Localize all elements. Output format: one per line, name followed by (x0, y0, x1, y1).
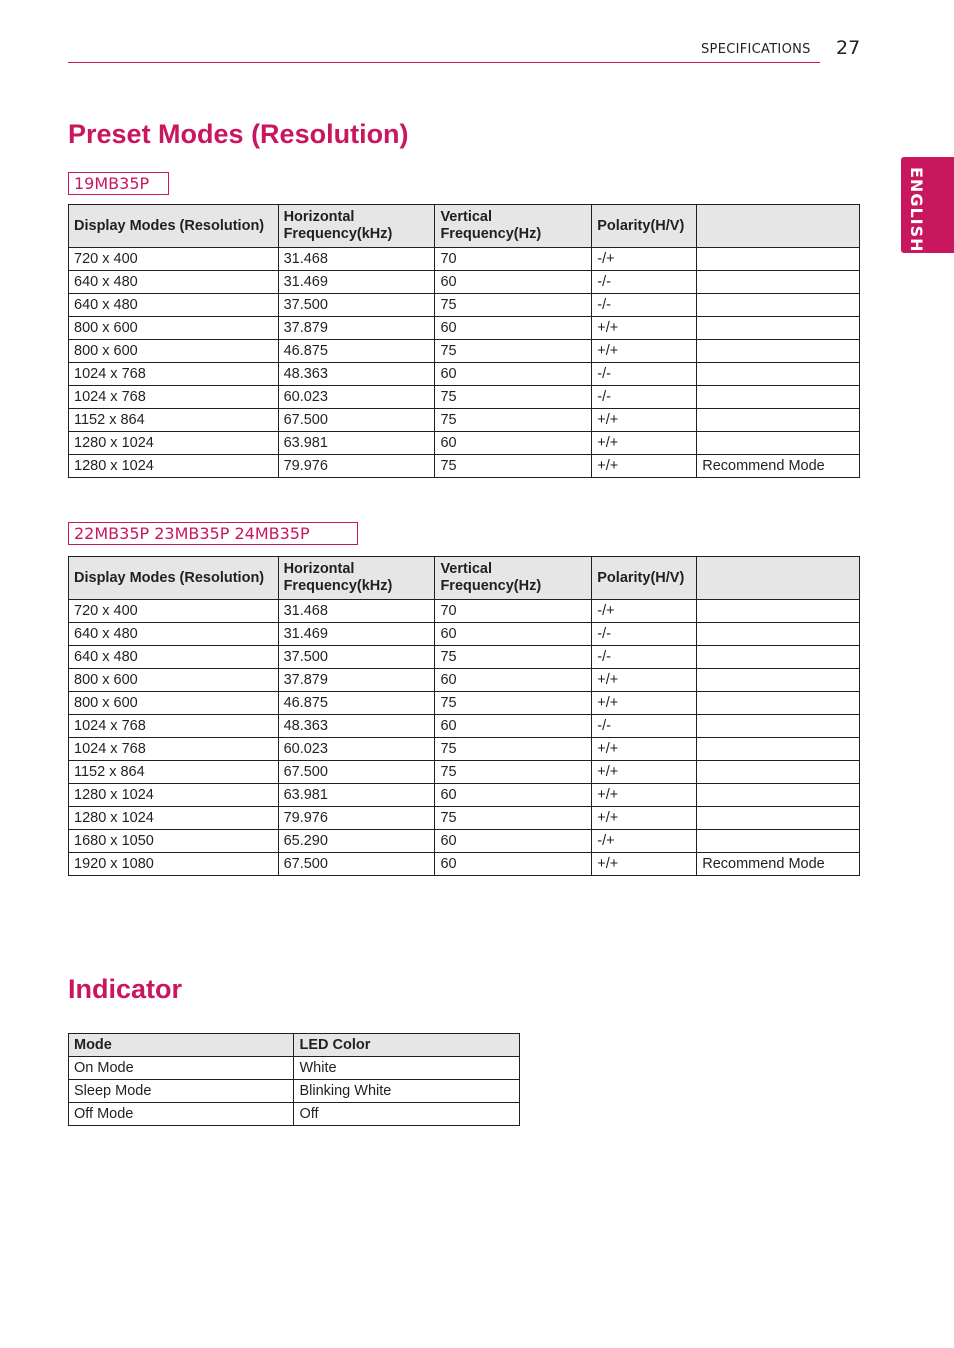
column-header: Vertical Frequency(Hz) (435, 205, 592, 248)
table-cell: 1280 x 1024 (69, 432, 279, 455)
table-cell (697, 761, 860, 784)
table-cell: 75 (435, 340, 592, 363)
table-row (69, 340, 860, 363)
table-header-row (69, 205, 860, 248)
table-cell: 800 x 600 (69, 669, 279, 692)
table-cell: 60 (435, 432, 592, 455)
table-cell (697, 600, 860, 623)
column-header: Horizontal Frequency(kHz) (278, 557, 435, 600)
column-header: Polarity(H/V) (592, 557, 697, 600)
table-cell: White (294, 1057, 520, 1080)
table-cell: 67.500 (278, 761, 435, 784)
table-cell: 60.023 (278, 386, 435, 409)
table-cell: 800 x 600 (69, 317, 279, 340)
table-cell (697, 807, 860, 830)
table-cell: +/+ (592, 340, 697, 363)
table-cell: 70 (435, 600, 592, 623)
table-row (69, 248, 860, 271)
table-cell: -/- (592, 363, 697, 386)
table-cell: 1280 x 1024 (69, 784, 279, 807)
table-cell: 37.500 (278, 294, 435, 317)
table-cell: 60 (435, 669, 592, 692)
table-cell: +/+ (592, 669, 697, 692)
table-row (69, 363, 860, 386)
table-cell: 75 (435, 646, 592, 669)
table-cell: 1280 x 1024 (69, 455, 279, 478)
preset-table-2 (68, 556, 860, 876)
table-cell (697, 646, 860, 669)
table-cell: +/+ (592, 738, 697, 761)
header-divider (68, 62, 820, 63)
table-cell (697, 623, 860, 646)
table-cell (697, 692, 860, 715)
table-row (69, 600, 860, 623)
table-cell: 60 (435, 830, 592, 853)
column-header (697, 557, 860, 600)
table-cell (697, 340, 860, 363)
table-cell: +/+ (592, 807, 697, 830)
column-header: Vertical Frequency(Hz) (435, 557, 592, 600)
table-cell: 640 x 480 (69, 646, 279, 669)
preset-table-1 (68, 204, 860, 478)
table-row (69, 830, 860, 853)
column-header: Display Modes (Resolution) (69, 557, 279, 600)
table-cell: +/+ (592, 692, 697, 715)
table-cell: 75 (435, 761, 592, 784)
table-row (69, 317, 860, 340)
table-cell: 60 (435, 784, 592, 807)
table-row (69, 271, 860, 294)
table-cell (697, 294, 860, 317)
table-cell: 48.363 (278, 715, 435, 738)
table-cell (697, 317, 860, 340)
column-header: Mode (69, 1034, 294, 1057)
table-cell: -/- (592, 386, 697, 409)
table-cell: 75 (435, 807, 592, 830)
table-cell: 37.500 (278, 646, 435, 669)
table-cell: 1024 x 768 (69, 386, 279, 409)
table-cell: 37.879 (278, 317, 435, 340)
table-row (69, 455, 860, 478)
table-cell: 1920 x 1080 (69, 853, 279, 876)
table-cell: 75 (435, 294, 592, 317)
table-header-row (69, 1034, 520, 1057)
table-cell: 48.363 (278, 363, 435, 386)
table-cell: Off Mode (69, 1103, 294, 1126)
table-cell: +/+ (592, 409, 697, 432)
table-cell: 31.468 (278, 600, 435, 623)
table-cell: 63.981 (278, 432, 435, 455)
preset-modes-heading: Preset Modes (Resolution) (68, 119, 409, 149)
table-cell: +/+ (592, 784, 697, 807)
table-cell (697, 409, 860, 432)
table-cell: 67.500 (278, 853, 435, 876)
table-cell (697, 248, 860, 271)
table-cell: 800 x 600 (69, 692, 279, 715)
table-cell: 1152 x 864 (69, 409, 279, 432)
table-cell: 46.875 (278, 340, 435, 363)
table-row (69, 715, 860, 738)
table-cell: 79.976 (278, 455, 435, 478)
table-cell: On Mode (69, 1057, 294, 1080)
table-cell: 75 (435, 738, 592, 761)
indicator-heading: Indicator (68, 974, 183, 1004)
table-cell: 1024 x 768 (69, 715, 279, 738)
table-cell: 800 x 600 (69, 340, 279, 363)
table-cell: 60 (435, 317, 592, 340)
table-cell: -/+ (592, 248, 697, 271)
column-header: Display Modes (Resolution) (69, 205, 279, 248)
table-row (69, 1057, 520, 1080)
table-cell (697, 784, 860, 807)
table-cell: 67.500 (278, 409, 435, 432)
column-header (697, 205, 860, 248)
table-cell: 60 (435, 623, 592, 646)
table-cell: +/+ (592, 432, 697, 455)
table-row (69, 669, 860, 692)
table-row (69, 623, 860, 646)
table-cell: 63.981 (278, 784, 435, 807)
table-cell (697, 738, 860, 761)
table-cell (697, 669, 860, 692)
table-cell: -/- (592, 271, 697, 294)
section-name: SPECIFICATIONS (701, 42, 811, 57)
table-cell (697, 363, 860, 386)
page-number: 27 (836, 37, 861, 59)
table-cell: 31.469 (278, 623, 435, 646)
table-row (69, 1080, 520, 1103)
table-cell: 60 (435, 715, 592, 738)
table-cell (697, 715, 860, 738)
table-cell: 31.469 (278, 271, 435, 294)
language-tab (901, 157, 954, 253)
table-header-row (69, 557, 860, 600)
table-cell: -/- (592, 646, 697, 669)
table-row (69, 761, 860, 784)
table-row (69, 294, 860, 317)
column-header: LED Color (294, 1034, 520, 1057)
table-cell: -/+ (592, 600, 697, 623)
table-cell: 75 (435, 692, 592, 715)
table-cell: Off (294, 1103, 520, 1126)
table-row (69, 386, 860, 409)
table-cell (697, 271, 860, 294)
table-cell: 31.468 (278, 248, 435, 271)
table-cell: 75 (435, 386, 592, 409)
table-cell: 60 (435, 363, 592, 386)
table-cell: 1024 x 768 (69, 738, 279, 761)
table-row (69, 409, 860, 432)
table-row (69, 646, 860, 669)
table-cell: 1152 x 864 (69, 761, 279, 784)
language-tab-label: ENGLISH (907, 167, 926, 253)
table-cell: 1024 x 768 (69, 363, 279, 386)
table-cell: -/+ (592, 830, 697, 853)
table-cell: 60 (435, 271, 592, 294)
table-cell: Sleep Mode (69, 1080, 294, 1103)
table-cell: 37.879 (278, 669, 435, 692)
table-cell: +/+ (592, 761, 697, 784)
table-cell: 640 x 480 (69, 294, 279, 317)
table-cell: +/+ (592, 455, 697, 478)
table-cell: 60.023 (278, 738, 435, 761)
table-cell: Recommend Mode (697, 853, 860, 876)
table-cell: 75 (435, 409, 592, 432)
table-row (69, 853, 860, 876)
table-cell (697, 830, 860, 853)
table-cell: Recommend Mode (697, 455, 860, 478)
table-cell: 1680 x 1050 (69, 830, 279, 853)
table-cell: 75 (435, 455, 592, 478)
table-cell: -/- (592, 623, 697, 646)
table-row (69, 692, 860, 715)
table-cell: 720 x 400 (69, 248, 279, 271)
table-cell: 70 (435, 248, 592, 271)
table-cell: 640 x 480 (69, 623, 279, 646)
table-cell: -/- (592, 715, 697, 738)
table-cell: 65.290 (278, 830, 435, 853)
table-cell: 60 (435, 853, 592, 876)
column-header: Polarity(H/V) (592, 205, 697, 248)
table-cell: 46.875 (278, 692, 435, 715)
table-cell: 79.976 (278, 807, 435, 830)
model-label-2: 22MB35P 23MB35P 24MB35P (68, 522, 358, 545)
table-cell: 640 x 480 (69, 271, 279, 294)
table-cell: +/+ (592, 317, 697, 340)
indicator-table (68, 1033, 520, 1126)
table-cell: Blinking White (294, 1080, 520, 1103)
table-cell: -/- (592, 294, 697, 317)
table-row (69, 1103, 520, 1126)
table-cell: +/+ (592, 853, 697, 876)
table-cell: 1280 x 1024 (69, 807, 279, 830)
model-label-1: 19MB35P (68, 172, 169, 195)
table-row (69, 807, 860, 830)
table-row (69, 784, 860, 807)
table-row (69, 432, 860, 455)
table-cell (697, 432, 860, 455)
table-cell: 720 x 400 (69, 600, 279, 623)
column-header: Horizontal Frequency(kHz) (278, 205, 435, 248)
table-row (69, 738, 860, 761)
table-cell (697, 386, 860, 409)
